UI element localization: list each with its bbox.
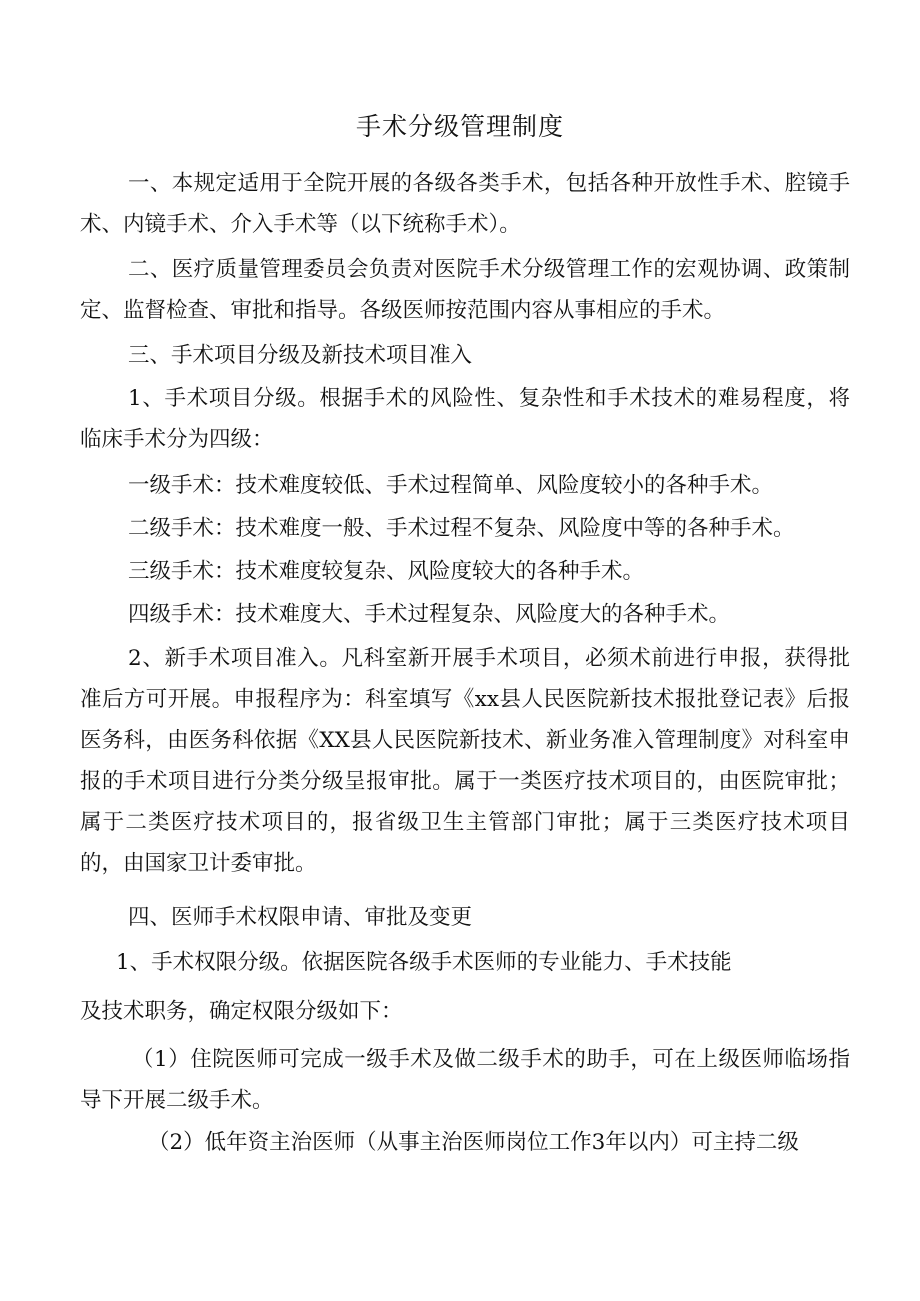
paragraph-privilege-grading-line2: 及技术职务，确定权限分级如下： [80, 999, 403, 1024]
paragraph-new-surgery-approval: 2、新手术项目准入。凡科室新开展手术项目，必须术前进行申报，获得批准后方可开展。申报程序为：科室填写《xx县人民医院新技术报批登记表》后报医务科，由医务科依据《XX县人民医院新技术、新业务准入管理制度》对科室申报的手术项目进行分类分级呈报审批。属于一类医疗技术项目的，由医院审批；属于二类医疗技术项目的，报省级卫生主管部门审批；属于三类医疗技术项目的，由国家卫计委审批。 [80, 646, 850, 876]
paragraph-surgery-grading: 1、手术项目分级。根据手术的风险性、复杂性和手术技术的难易程度，将临床手术分为四级： [80, 386, 850, 452]
paragraph-junior-attending-privileges: （2）低年资主治医师（从事主治医师岗位工作3年以内）可主持二级 [148, 1130, 799, 1155]
surgery-level-4: 四级手术：技术难度大、手术过程复杂、风险度大的各种手术。 [128, 602, 731, 627]
surgery-level-1: 一级手术：技术难度较低、手术过程简单、风险度较小的各种手术。 [128, 473, 774, 498]
paragraph-section-four-heading: 四、医师手术权限申请、审批及变更 [128, 905, 473, 930]
paragraph-privilege-grading-line1: 1、手术权限分级。依据医院各级手术医师的专业能力、手术技能 [116, 950, 732, 975]
paragraph-scope: 一、本规定适用于全院开展的各级各类手术，包括各种开放性手术、腔镜手术、内镜手术、介入手术等（以下统称手术）。 [80, 171, 850, 237]
paragraph-committee: 二、医疗质量管理委员会负责对医院手术分级管理工作的宏观协调、政策制定、监督检查、审批和指导。各级医师按范围内容从事相应的手术。 [80, 257, 850, 323]
paragraph-section-three-heading: 三、手术项目分级及新技术项目准入 [128, 343, 473, 368]
document-title: 手术分级管理制度 [355, 112, 564, 141]
surgery-level-2: 二级手术：技术难度一般、手术过程不复杂、风险度中等的各种手术。 [128, 516, 795, 541]
paragraph-resident-privileges: （1）住院医师可完成一级手术及做二级手术的助手，可在上级医师临场指导下开展二级手术。 [80, 1047, 850, 1113]
surgery-level-3: 三级手术：技术难度较复杂、风险度较大的各种手术。 [128, 559, 645, 584]
